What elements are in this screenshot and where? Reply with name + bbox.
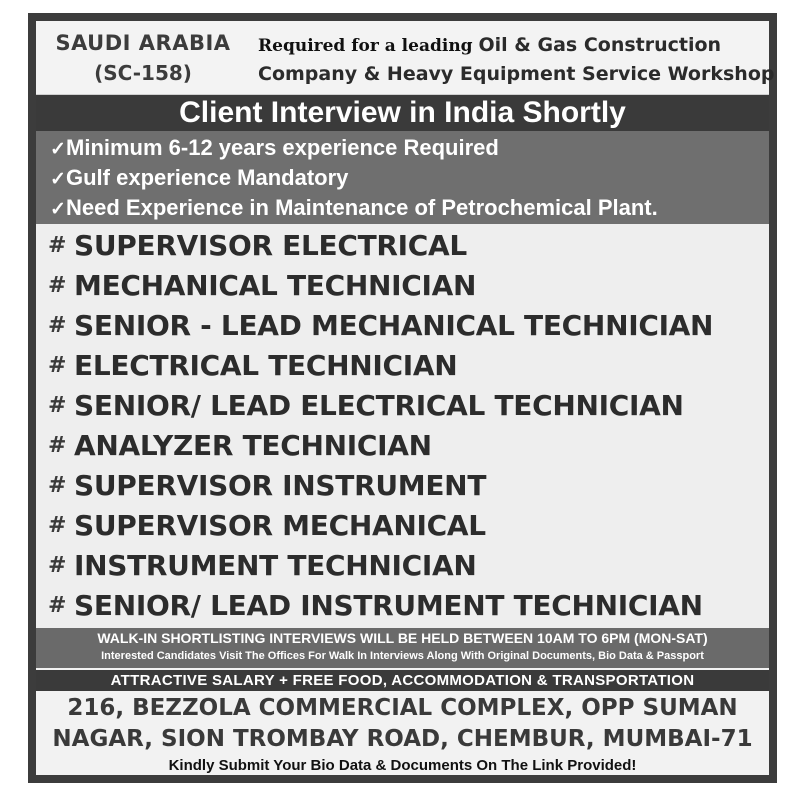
hash-bullet-icon: # xyxy=(48,313,67,338)
job-positions-list xyxy=(36,224,769,628)
requirements-list xyxy=(36,131,769,224)
job-item xyxy=(48,266,476,306)
header xyxy=(36,21,775,95)
job-item xyxy=(48,306,713,346)
address-line-1: 216, BEZZOLA COMMERCIAL COMPLEX, OPP SUMAN xyxy=(67,695,738,721)
check-icon: ✓ xyxy=(50,139,66,160)
hash-bullet-icon: # xyxy=(48,353,67,378)
job-item xyxy=(48,586,703,626)
hash-bullet-icon: # xyxy=(48,593,67,618)
requirement-text: Minimum 6-12 years experience Required xyxy=(66,135,499,160)
job-title: SENIOR/ LEAD INSTRUMENT TECHNICIAN xyxy=(74,589,703,622)
requirement-text: Gulf experience Mandatory xyxy=(66,165,349,190)
job-item xyxy=(48,506,486,546)
country-box xyxy=(36,21,250,94)
company-line-2: Company & Heavy Equipment Service Workshop xyxy=(258,63,775,85)
job-item xyxy=(48,346,457,386)
hash-bullet-icon: # xyxy=(48,273,67,298)
check-icon: ✓ xyxy=(50,199,66,220)
walkin-info xyxy=(36,628,769,668)
job-title: SUPERVISOR INSTRUMENT xyxy=(74,469,487,502)
job-item xyxy=(48,226,467,266)
requirement-item xyxy=(50,195,658,221)
hash-bullet-icon: # xyxy=(48,433,67,458)
walkin-hours: WALK-IN SHORTLISTING INTERVIEWS WILL BE HELD BETWEEN 10AM TO 6PM (MON-SAT) xyxy=(97,630,708,646)
requirement-item xyxy=(50,165,348,191)
benefits-banner: ATTRACTIVE SALARY + FREE FOOD, ACCOMMODATION & TRANSPORTATION xyxy=(36,670,769,691)
hash-bullet-icon: # xyxy=(48,513,67,538)
job-title: ELECTRICAL TECHNICIAN xyxy=(74,349,458,382)
job-title: INSTRUMENT TECHNICIAN xyxy=(74,549,477,582)
reference-code: (SC-158) xyxy=(94,61,192,85)
hash-bullet-icon: # xyxy=(48,473,67,498)
walkin-instructions: Interested Candidates Visit The Offices For Walk In Interviews Along With Original Documents, Bio Data & Passport xyxy=(101,650,704,662)
check-icon: ✓ xyxy=(50,169,66,190)
address-line-2: NAGAR, SION TROMBAY ROAD, CHEMBUR, MUMBAI-71 xyxy=(52,726,753,752)
hash-bullet-icon: # xyxy=(48,553,67,578)
job-advertisement xyxy=(28,13,777,783)
job-item xyxy=(48,466,486,506)
job-title: SUPERVISOR ELECTRICAL xyxy=(74,229,467,262)
job-title: ANALYZER TECHNICIAN xyxy=(74,429,432,462)
job-title: MECHANICAL TECHNICIAN xyxy=(74,269,477,302)
job-item xyxy=(48,386,684,426)
requirement-text: Need Experience in Maintenance of Petrochemical Plant. xyxy=(66,195,658,220)
office-address xyxy=(36,693,769,759)
company-line-1-industry: Oil & Gas Construction xyxy=(478,34,722,56)
job-item xyxy=(48,546,477,586)
company-line-1-prefix: Required for a leading xyxy=(258,36,473,56)
job-title: SENIOR - LEAD MECHANICAL TECHNICIAN xyxy=(74,309,714,342)
requirement-item xyxy=(50,135,499,161)
company-line-1 xyxy=(258,31,768,60)
submit-instruction: Kindly Submit Your Bio Data & Documents On The Link Provided! xyxy=(168,757,637,774)
job-item xyxy=(48,426,432,466)
interview-banner: Client Interview in India Shortly xyxy=(36,95,769,131)
job-title: SENIOR/ LEAD ELECTRICAL TECHNICIAN xyxy=(74,389,684,422)
hash-bullet-icon: # xyxy=(48,233,67,258)
hash-bullet-icon: # xyxy=(48,393,67,418)
country-label: SAUDI ARABIA xyxy=(55,31,231,55)
company-description xyxy=(258,31,775,88)
job-title: SUPERVISOR MECHANICAL xyxy=(74,509,486,542)
